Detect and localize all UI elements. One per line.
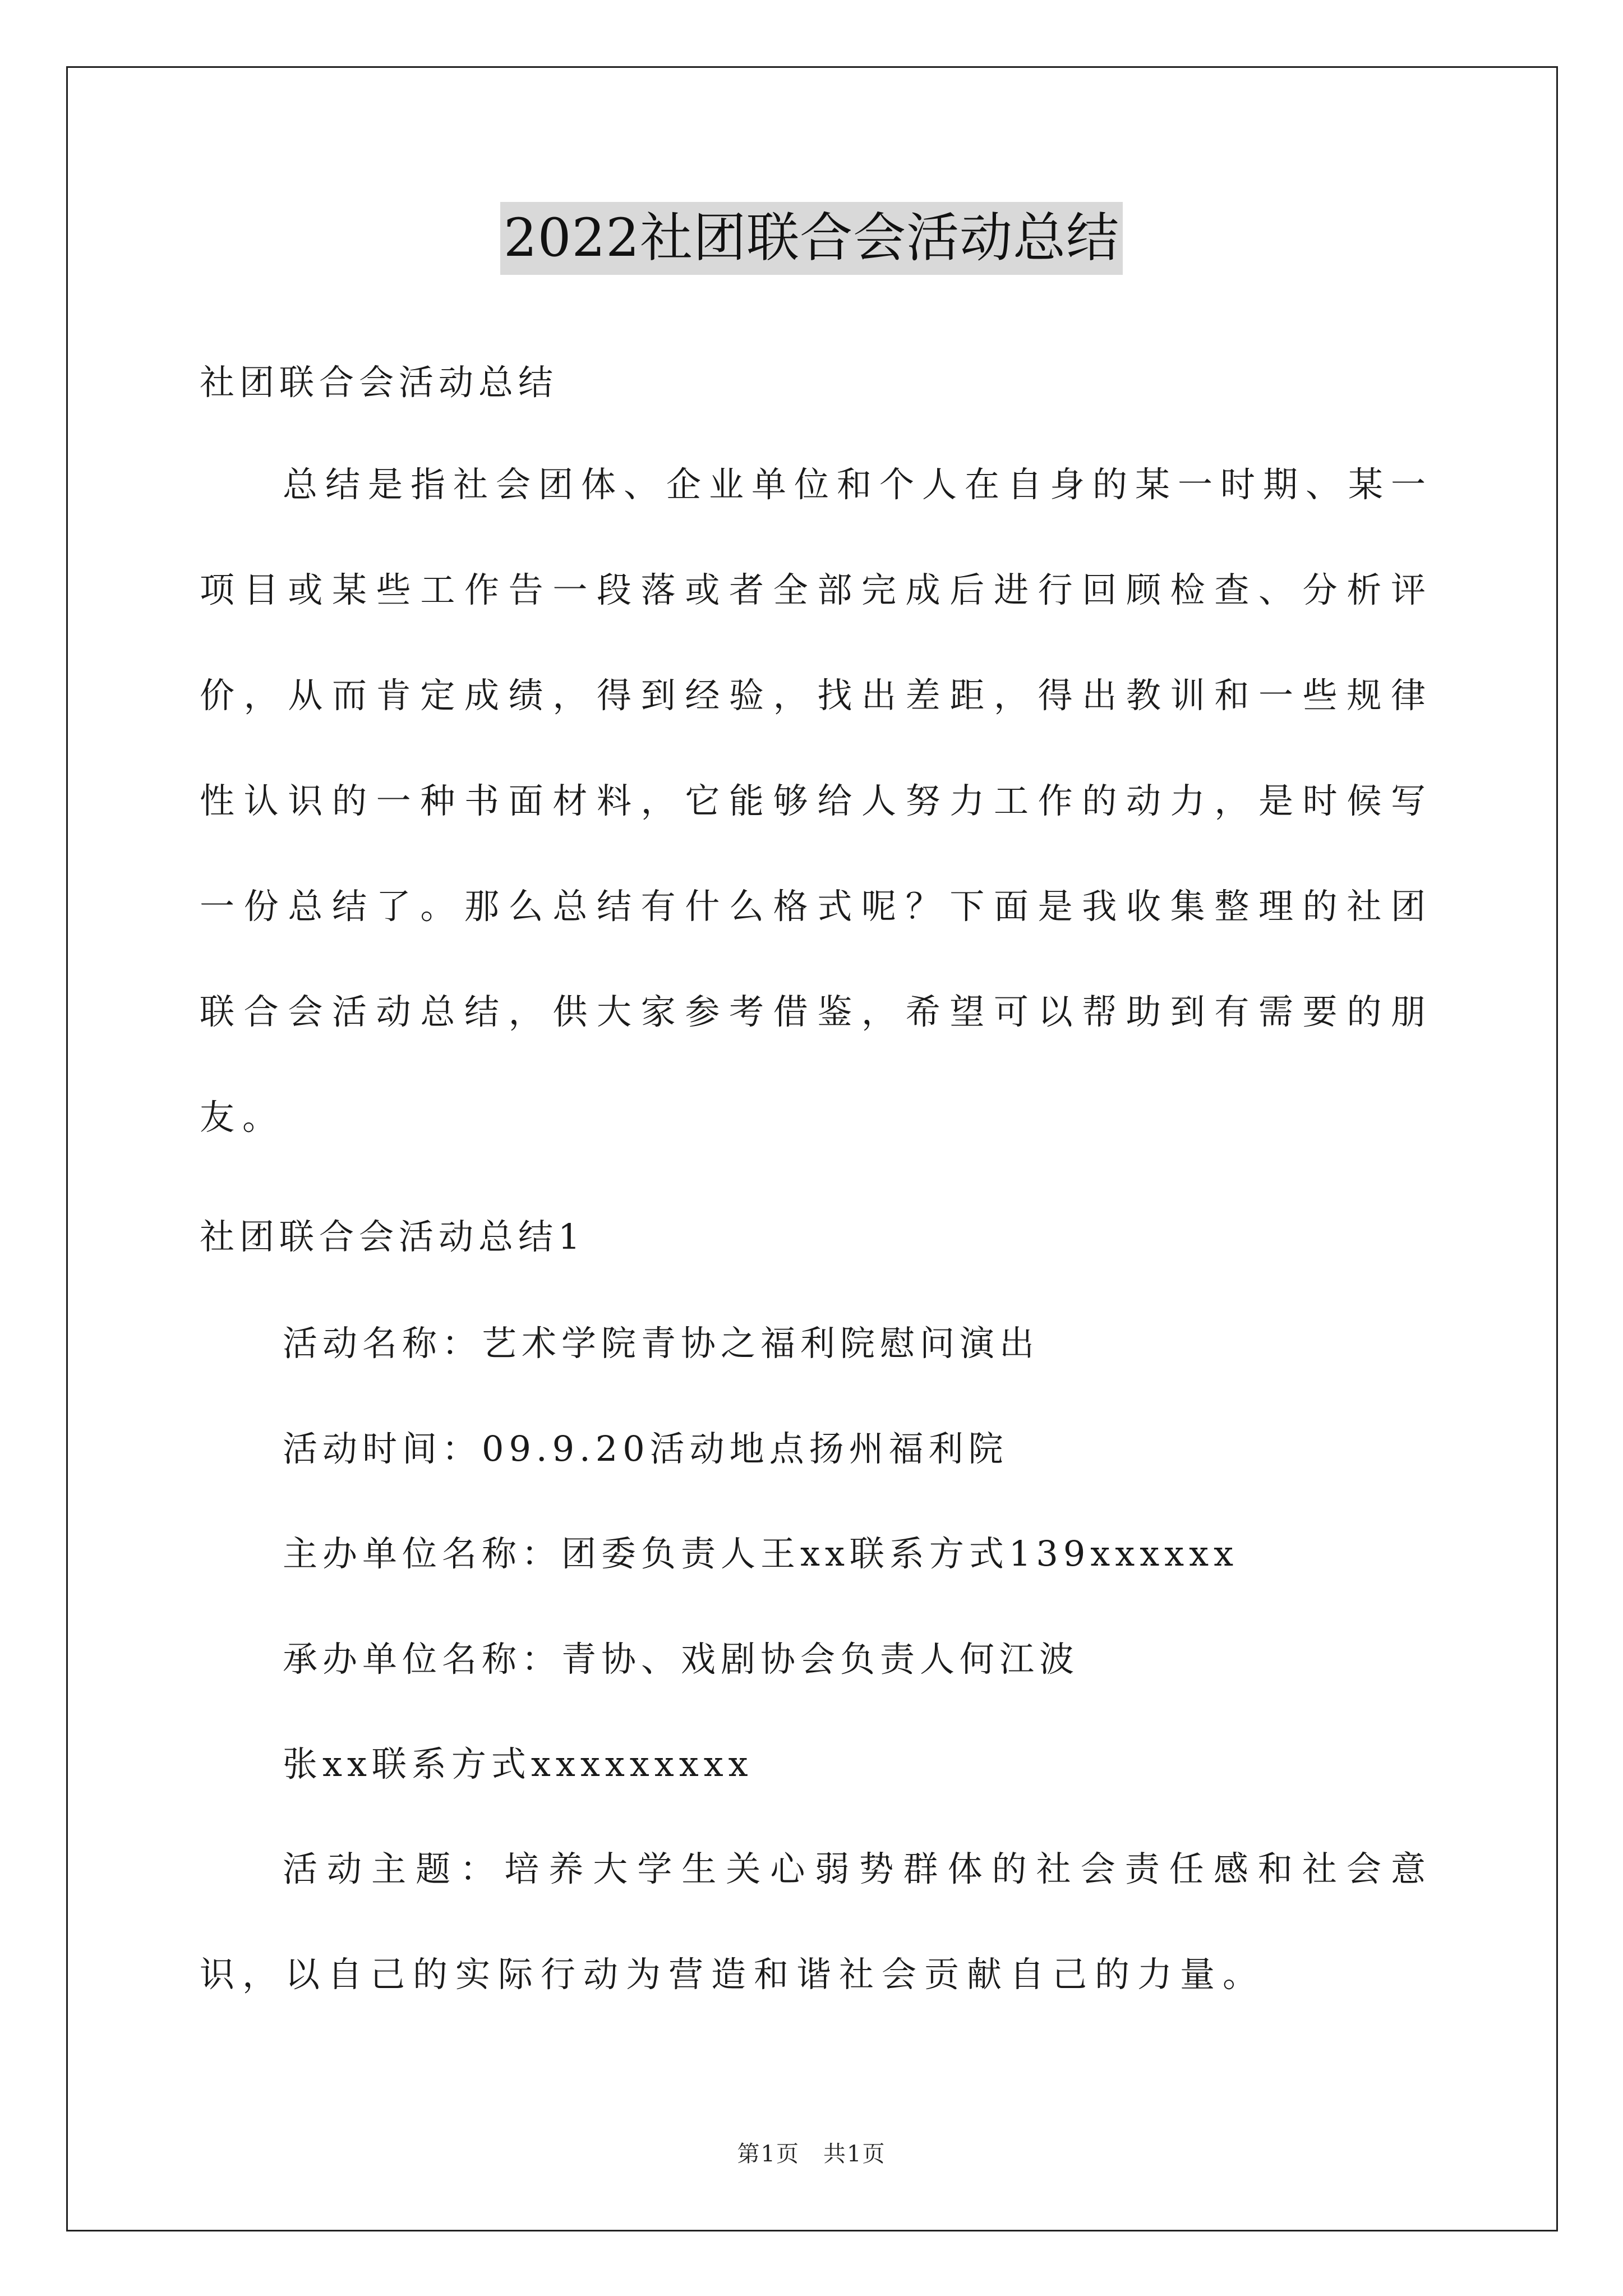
page-footer: 第1页 共1页 — [737, 2141, 886, 2167]
intro-paragraph: 总结是指社会团体、企业单位和个人在自身的某一时期、某一项目或某些工作告一段落或者全部完成后进行回顾检查、分析评价，从而肯定成绩，得到经验，找出差距，得出教训和一些规律性认识的一种书面材料，它能够给人努力工作的动力，是时候写一份总结了。那么总结有什么格式呢？下面是我收集整理的社团联合会活动总结，供大家参考借鉴，希望可以帮助到有需要的朋友。 — [200, 464, 1434, 1138]
co-organizer-line: 承办单位名称：青协、戏剧协会负责人何江波 — [283, 1639, 1080, 1680]
section-title: 社团联合会活动总结1 — [200, 1216, 585, 1257]
document-title: 2022社团联合会活动总结 — [500, 202, 1123, 275]
theme-paragraph: 活动主题：培养大学生关心弱势群体的社会责任感和社会意识，以自己的实际行动为营造和谐社会贡献自己的力量。 — [200, 1848, 1433, 1995]
activity-time-line: 活动时间：09.9.20活动地点扬州福利院 — [283, 1428, 1008, 1469]
activity-name-line: 活动名称：艺术学院青协之福利院慰问演出 — [283, 1323, 1040, 1364]
title-container — [0, 202, 1623, 275]
organizer-line: 主办单位名称：团委负责人王xx联系方式139xxxxxx — [283, 1533, 1239, 1574]
document-subtitle: 社团联合会活动总结 — [200, 362, 559, 403]
contact-line: 张xx联系方式xxxxxxxxx — [283, 1743, 753, 1784]
